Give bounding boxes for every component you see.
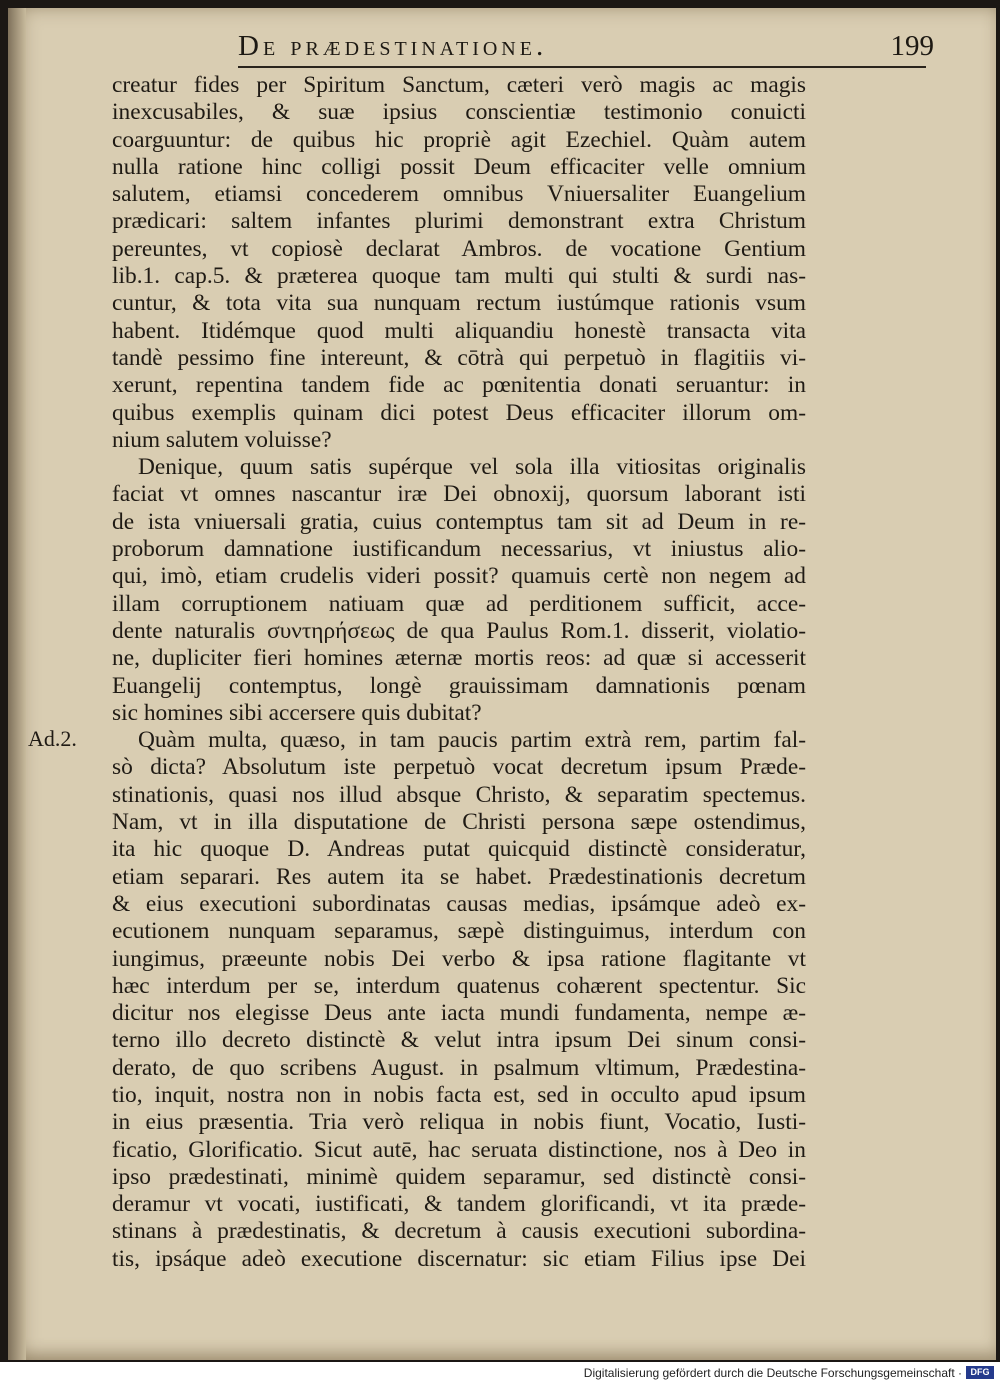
- text-line: qui, imò, etiam crudelis videri possit? quamuis certè non negem ad: [112, 563, 806, 590]
- text-line: proborum damnatione iustificandum necessarius, vt iniustus alio-: [112, 536, 806, 563]
- text-line: dente naturalis συντηρήσεως de qua Paulus Rom.1. disserit, violatio-: [112, 617, 806, 644]
- text-line: salutem, etiamsi concederem omnibus Vniuersaliter Euangelium: [112, 181, 806, 208]
- text-line: terno illo decreto distinctè & velut intra ipsum Dei sinum consi-: [112, 1027, 806, 1054]
- text-line: ficatio, Glorificatio. Sicut autē, hac seruata distinctione, nos à Deo in: [112, 1136, 806, 1163]
- text-line: habent. Itidémque quod multi aliquandiu honestè transacta vita: [112, 317, 806, 344]
- text-line: tis, ipsáque adeò executione discernatur: sic etiam Filius ipse Dei: [112, 1245, 806, 1272]
- page-title: De prædestinatione.: [238, 30, 548, 62]
- footer-bar: [0, 1362, 1000, 1384]
- text-line: nulla ratione hinc colligi possit Deum efficaciter velle omnium: [112, 153, 806, 180]
- text-line: de ista vniuersali gratia, cuius contemptus tam sit ad Deum in re-: [112, 508, 806, 535]
- text-line: etiam separari. Res autem ita se habet. Prædestinationis decretum: [112, 863, 806, 890]
- text-line: Quàm multa, quæso, in tam paucis partim extrà rem, partim fal-: [138, 727, 806, 754]
- text-line: quibus exemplis quinam dici potest Deus efficaciter illorum om-: [112, 399, 806, 426]
- text-line: illam corruptionem natiuam quæ ad perditionem sufficit, acce-: [112, 590, 806, 617]
- text-line: inexcusabiles, & suæ ipsius conscientiæ testimonio conuicti: [112, 99, 806, 126]
- text-line: ecutionem nunquam separamus, sæpè distinguimus, interdum con: [112, 918, 806, 945]
- text-line: cuntur, & tota vita sua nunquam rectum iustúmque rationis vsum: [112, 290, 806, 317]
- text-line: iungimus, præeunte nobis Dei verbo & ipsa ratione flagitante vt: [112, 945, 806, 972]
- text-line: deramur vt vocati, iustificati, & tandem glorificandi, vt ita præde-: [112, 1191, 806, 1218]
- text-line: Denique, quum satis supérque vel sola illa vitiositas originalis: [138, 454, 806, 481]
- page-spine-shadow: [8, 8, 26, 1360]
- footer-credit: Digitalisierung gefördert durch die Deutsche Forschungsgemeinschaft ·: [583, 1366, 962, 1380]
- text-line: dicitur nos elegisse Deus ante iacta mundi fundamenta, nempe æ-: [112, 1000, 806, 1027]
- text-line: hæc interdum per se, interdum quatenus cohærent spectentur. Sic: [112, 972, 806, 999]
- text-line: in eius præsentia. Tria verò reliqua in nobis fiunt, Vocatio, Iusti-: [112, 1109, 806, 1136]
- running-header: [238, 30, 934, 68]
- text-line: stinans à prædestinatis, & decretum à causis executioni subordina-: [112, 1218, 806, 1245]
- text-line: stinationis, quasi nos illud absque Christo, & separatim spectemus.: [112, 781, 806, 808]
- dfg-logo-icon: DFG: [966, 1366, 994, 1379]
- text-line: tandè pessimo fine intereunt, & cōtrà qui perpetuò in flagitiis vi-: [112, 344, 806, 371]
- margin-note: Ad.2.: [28, 726, 77, 751]
- text-line: creatur fides per Spiritum Sanctum, cæteri verò magis ac magis: [112, 72, 806, 98]
- text-line: lib.1. cap.5. & præterea quoque tam multi qui stulti & surdi nas-: [112, 263, 806, 290]
- text-line: Nam, vt in illa disputatione de Christi persona sæpe ostendimus,: [112, 809, 806, 836]
- text-line: prædicari: saltem infantes plurimi demonstrant extra Christum: [112, 208, 806, 235]
- text-line: & eius executioni subordinatas causas medias, ipsámque adeò ex-: [112, 890, 806, 917]
- body-text: [112, 72, 806, 1273]
- text-line: Euangelij contemptus, longè grauissimam damnationis pœnam: [112, 672, 806, 699]
- text-line: tio, inquit, nostra non in nobis facta est, sed in occulto apud ipsum: [112, 1081, 806, 1108]
- text-line: sic homines sibi accersere quis dubitat?: [112, 699, 482, 726]
- book-page: [8, 8, 996, 1360]
- text-line: pereuntes, vt copiosè declarat Ambros. de vocatione Gentium: [112, 235, 806, 262]
- text-line: ipso prædestinati, minimè quidem separamur, sed distinctè consi-: [112, 1163, 806, 1190]
- text-line: ne, dupliciter fieri homines æternæ mortis reos: ad quæ si accesserit: [112, 645, 806, 672]
- text-line: sò dicta? Absolutum iste perpetuò vocat decretum ipsum Prædе-: [112, 754, 806, 781]
- text-line: derato, de quo scribens August. in psalmum vltimum, Prædestina-: [112, 1054, 806, 1081]
- text-line: faciat vt omnes nascantur iræ Dei obnoxij, quorsum laborant isti: [112, 481, 806, 508]
- text-line: coarguuntur: de quibus hic propriè agit Ezechiel. Quàm autem: [112, 126, 806, 153]
- page-number: 199: [890, 30, 934, 62]
- text-line: ita hic quoque D. Andreas putat quicquid distinctè consideratur,: [112, 836, 806, 863]
- text-line: nium salutem voluisse?: [112, 426, 332, 453]
- text-line: xerunt, repentina tandem fide ac pœnitentia donati seruantur: in: [112, 372, 806, 399]
